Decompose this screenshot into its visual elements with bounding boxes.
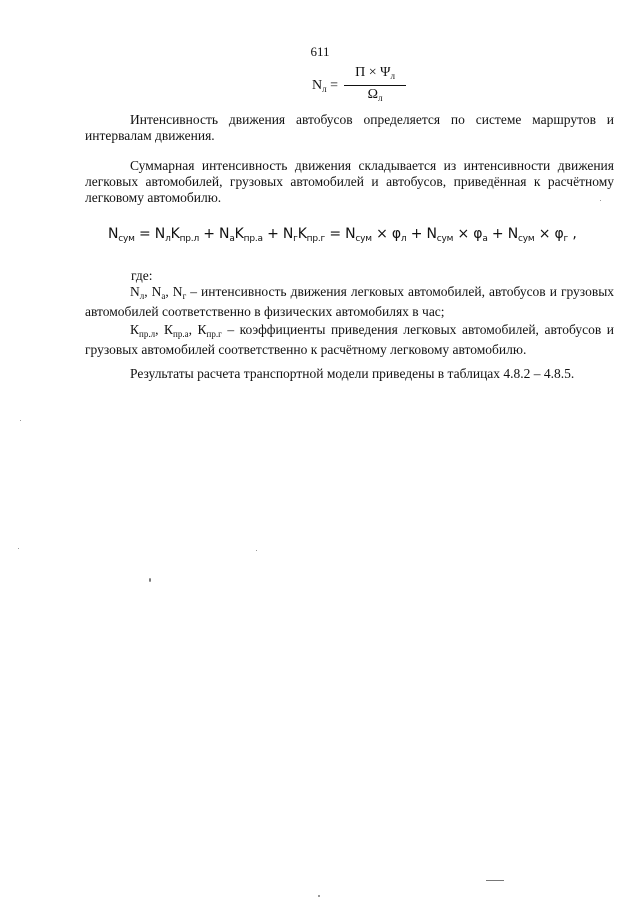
scan-speck (600, 200, 601, 201)
where-label: где: (131, 268, 153, 283)
var-sep: , N (165, 284, 183, 299)
fraction-denominator (364, 86, 387, 107)
fm-op: , (568, 226, 577, 242)
coef-sub: пр.г (206, 329, 222, 339)
var-n: N (130, 284, 140, 299)
formula-lhs-symbol: N (312, 77, 323, 93)
var-sub: г (182, 291, 187, 301)
coef-sep: , К (188, 322, 207, 337)
var-sep: , N (144, 284, 162, 299)
fm-k: K (170, 226, 180, 242)
fm-op: + N (199, 226, 230, 242)
fm-sub: г (293, 234, 298, 244)
formula-total-intensity (108, 226, 628, 244)
denominator-subscript: л (377, 93, 383, 103)
fm-sub: сум (517, 234, 535, 244)
fm-op: × φ (453, 226, 483, 242)
coef-sub: пр.л (139, 329, 156, 339)
fm-op: + N (406, 226, 437, 242)
fm-sub: а (229, 234, 235, 244)
formula-lhs-subscript: л (322, 83, 327, 94)
paragraph-variables (85, 284, 614, 320)
paragraph-results: Результаты расчета транспортной модели приведены в таблицах 4.8.2 – 4.8.5. (130, 366, 575, 381)
scan-speck (256, 550, 257, 551)
page-number: 611 (310, 44, 330, 59)
coef-sub: пр.а (173, 329, 189, 339)
numerator-text: П × Ψ (355, 65, 391, 80)
fm-sub: пр.а (243, 234, 263, 244)
variables-description: – интенсивность движения легковых автомобилей, автобусов и грузовых автомобилей соответственно в физических автомобилях в час; (85, 284, 615, 319)
fm-sub: а (482, 234, 488, 244)
scan-speck (20, 420, 21, 421)
numerator-subscript: л (390, 71, 395, 81)
denominator-text: Ω (367, 87, 378, 102)
fm-sub: сум (118, 234, 135, 244)
coef-k: К (130, 322, 140, 337)
fm-k: K (297, 226, 307, 242)
scan-speck (486, 880, 504, 881)
fm-sub: пр.г (306, 234, 326, 244)
scan-speck (318, 895, 320, 897)
fm-sub: пр.л (179, 234, 200, 244)
formula-equals: = (330, 77, 339, 93)
fm-sub: г (563, 234, 569, 244)
fraction-numerator (351, 64, 399, 85)
fm-op: = N (325, 226, 356, 242)
paragraph-bus-intensity: Интенсивность движения автобусов определяется по системе маршрутов и интервалам движения. (85, 112, 614, 143)
fm-op: + N (487, 226, 518, 242)
fm-op: = N (134, 226, 166, 242)
paragraph-total-intensity: Суммарная интенсивность движения складывается из интенсивности движения легковых автомобилей, грузовых автомобилей и автобусов, приведённая к расчётному легковому автомобилю. (85, 158, 614, 205)
fraction (344, 64, 406, 107)
fm-op: × φ (371, 226, 401, 242)
fm-op: × φ (534, 226, 564, 242)
fm-k: K (234, 226, 244, 242)
paragraph-coefficients (85, 322, 614, 358)
scan-speck (18, 548, 19, 549)
formula-lhs (312, 78, 338, 94)
scan-speck (149, 578, 151, 582)
fm-sub: л (400, 234, 407, 244)
fm-sub: сум (436, 234, 454, 244)
fm-n-sum: N (108, 226, 119, 242)
formula-fraction (312, 64, 406, 107)
coefficients-description: – коэффициенты приведения легковых автомобилей, автобусов и грузовых автомобилей соответственно к расчётному легковому автомобилю. (85, 322, 614, 357)
coef-sep: , К (155, 322, 174, 337)
fm-sub: сум (355, 234, 372, 244)
var-sub: л (139, 291, 145, 301)
fm-sub: л (165, 234, 171, 244)
fm-op: + N (262, 226, 294, 242)
var-sub: а (161, 291, 166, 301)
